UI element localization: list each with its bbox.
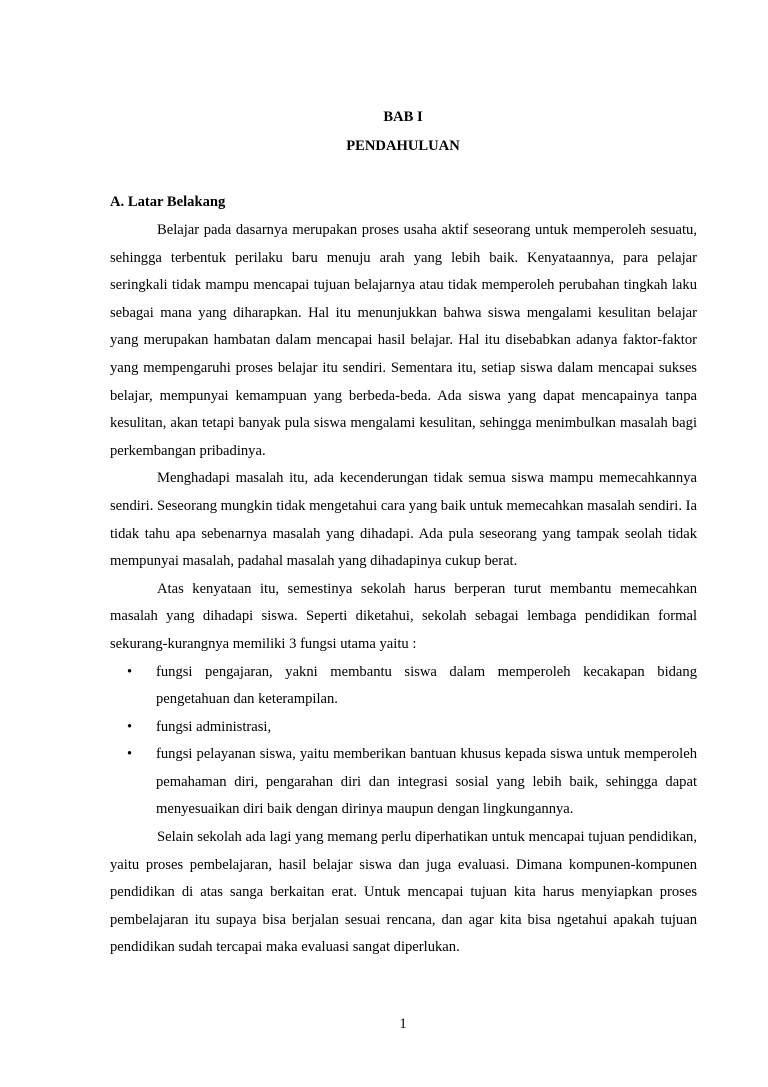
list-item (127, 659, 697, 714)
chapter-number: BAB I (383, 109, 423, 125)
school-functions-list (110, 659, 697, 825)
bullet-icon: • (127, 746, 133, 763)
list-item-text: fungsi pelayanan siswa, yaitu memberikan bantuan khusus kepada siswa untuk memperoleh pemahaman diri, pengarahan diri dan integrasi sosial yang lebih baik, sehingga dapat menyesuaikan diri baik dengan dirinya maupun dengan lingkungannya. (156, 746, 697, 818)
paragraph-1: Belajar pada dasarnya merupakan proses usaha aktif seseorang untuk memperoleh sesuatu, sehingga terbentuk perilaku baru menuju arah yang lebih baik. Kenyataannya, para pelajar seringkali tidak mampu mencapai tujuan belajarnya atau tidak memperoleh perubahan tingkah laku sebagai mana yang diharapkan. Hal itu menunjukkan bahwa siswa mengalami kesulitan belajar yang merupakan hambatan dalam mencapai hasil belajar. Hal itu disebabkan adanya faktor-faktor yang mempengaruhi proses belajar itu sendiri. Sementara itu, setiap siswa dalam mencapai sukses belajar, mempunyai kemampuan yang berbeda-beda. Ada siswa yang dapat mencapainya tanpa kesulitan, akan tetapi banyak pula siswa mengalami kesulitan, sehingga menimbulkan masalah bagi perkembangan pribadinya. (110, 222, 697, 459)
list-item (127, 741, 697, 824)
section-heading: A. Latar Belakang (110, 194, 226, 210)
bullet-icon: • (127, 663, 133, 680)
paragraph-2: Menghadapi masalah itu, ada kecenderungan tidak semua siswa mampu memecahkannya sendiri. Seseorang mungkin tidak mengetahui cara yang baik untuk memecahkan masalah sendiri. Ia tidak tahu apa sebenarnya masalah yang dihadapi. Ada pula seseorang yang tampak seolah tidak mempunyai masalah, padahal masalah yang dihadapinya cukup berat. (110, 470, 697, 570)
bullet-icon: • (127, 718, 133, 735)
list-item-text: fungsi administrasi, (156, 718, 272, 735)
body-text (110, 217, 697, 962)
paragraph-3: Atas kenyataan itu, semestinya sekolah harus berperan turut membantu memecahkan masalah yang dihadapi siswa. Seperti diketahui, sekolah sebagai lembaga pendidikan formal sekurang-kurangnya memiliki 3 fungsi utama yaitu : (110, 580, 697, 652)
list-item (127, 714, 697, 742)
paragraph-4: Selain sekolah ada lagi yang memang perlu diperhatikan untuk mencapai tujuan pendidikan, yaitu proses pembelajaran, hasil belajar siswa dan juga evaluasi. Dimana kompunen-kompunen pendidikan di atas sanga berkaitan erat. Untuk mencapai tujuan kita harus menyiapkan proses pembelajaran itu supaya bisa berjalan sesuai rencana, dan agar kita bisa ngetahui apakah tujuan pendidikan sudah tercapai maka evaluasi sangat diperlukan. (110, 829, 697, 956)
list-item-text: fungsi pengajaran, yakni membantu siswa dalam memperoleh kecakapan bidang pengetahuan dan keterampilan. (156, 663, 697, 708)
page-number: 1 (399, 1016, 407, 1032)
chapter-title: PENDAHULUAN (346, 138, 460, 154)
